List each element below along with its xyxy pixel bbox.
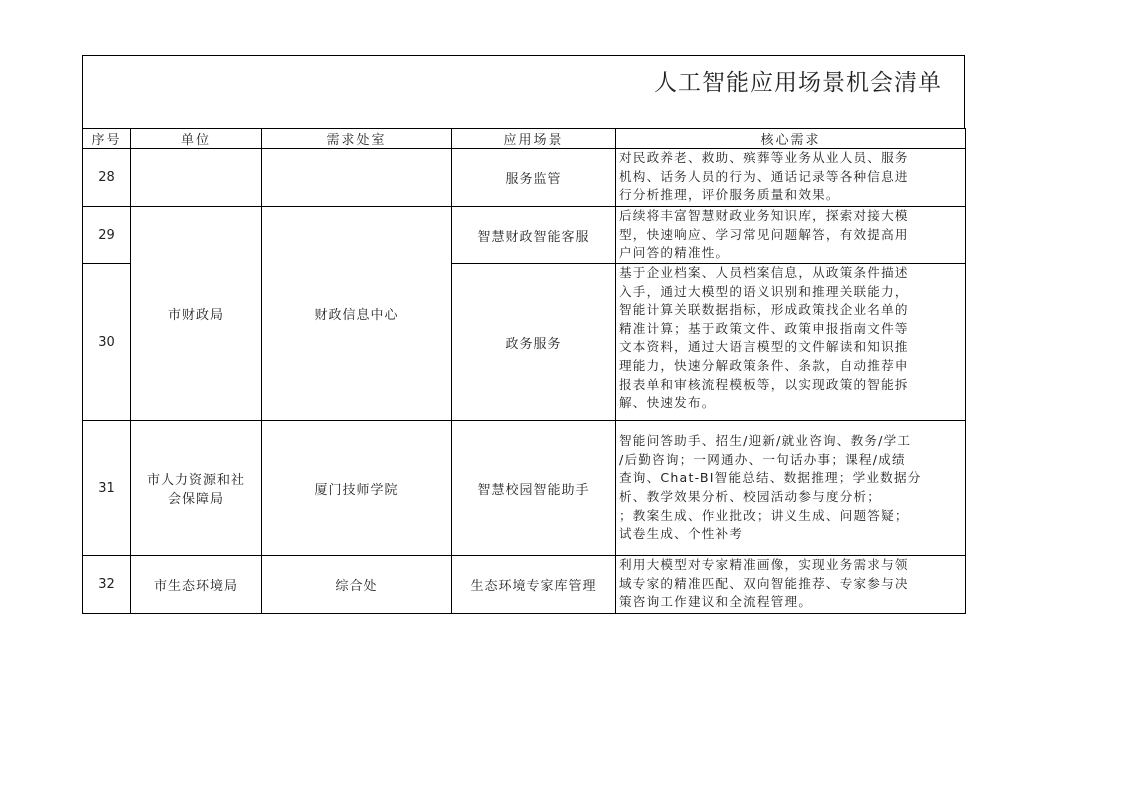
need-line: ；教案生成、作业批改；讲义生成、问题答疑； — [619, 507, 909, 523]
need-line: 户问答的精准性。 — [619, 245, 730, 261]
table-row — [83, 421, 966, 556]
page-title: 人工智能应用场景机会清单 — [654, 70, 942, 96]
dept-cell: 财政信息中心 — [262, 207, 452, 421]
unit-cell — [131, 149, 262, 207]
scene-cell: 政务服务 — [452, 264, 616, 421]
unit-line: 会保障局 — [167, 492, 224, 507]
scene-cell: 智慧财政智能客服 — [452, 207, 616, 264]
seq-cell: 32 — [83, 556, 131, 614]
table-row — [83, 556, 966, 614]
scene-cell: 生态环境专家库管理 — [452, 556, 616, 614]
need-line: 策咨询工作建议和全流程管理。 — [619, 594, 813, 610]
unit-line: 市人力资源和社 — [146, 473, 245, 488]
title-box — [82, 55, 965, 128]
need-line: 行分析推理，评价服务质量和效果。 — [619, 187, 840, 203]
need-line: 查询、Chat-BI智能总结、数据推理；学业数据分 — [619, 470, 922, 486]
need-line: 域专家的精准匹配、双向智能推荐、专家参与决 — [619, 575, 909, 591]
need-line: 后续将丰富智慧财政业务知识库，探索对接大模 — [619, 208, 909, 223]
dept-cell: 厦门技师学院 — [262, 421, 452, 556]
need-line: 对民政养老、救助、殡葬等业务从业人员、服务 — [619, 150, 909, 165]
header-scene: 应用场景 — [452, 129, 616, 149]
scene-cell: 智慧校园智能助手 — [452, 421, 616, 556]
need-cell — [616, 264, 966, 421]
need-line: 理能力，快速分解政策条件、条款，自动推荐申 — [619, 357, 909, 373]
need-line: 基于企业档案、人员档案信息，从政策条件描述 — [619, 265, 909, 280]
unit-cell: 市生态环境局 — [131, 556, 262, 614]
need-line: 入手，通过大模型的语义识别和推理关联能力， — [619, 283, 909, 299]
dept-cell: 综合处 — [262, 556, 452, 614]
need-line: 析、教学效果分析、校园活动参与度分析； — [619, 489, 882, 504]
need-line: 试卷生成、个性补考 — [619, 526, 744, 542]
header-dept: 需求处室 — [262, 129, 452, 149]
need-cell — [616, 207, 966, 264]
need-line: /后勤咨询；一网通办、一句话办事；课程/成绩 — [619, 451, 906, 467]
seq-cell: 31 — [83, 421, 131, 556]
header-seq: 序号 — [83, 129, 131, 149]
need-line: 利用大模型对专家精准画像，实现业务需求与领 — [619, 557, 909, 572]
opportunity-table — [82, 128, 966, 614]
header-unit: 单位 — [131, 129, 262, 149]
sheet — [82, 55, 965, 614]
need-line: 型，快速响应、学习常见问题解答，有效提高用 — [619, 226, 909, 242]
table-header-row — [83, 129, 966, 149]
scene-cell: 服务监管 — [452, 149, 616, 207]
need-cell — [616, 149, 966, 207]
table-row — [83, 149, 966, 207]
seq-cell: 28 — [83, 149, 131, 207]
need-line: 解、快速发布。 — [619, 395, 716, 411]
need-line: 精准计算；基于政策文件、政策申报指南文件等 — [619, 320, 909, 336]
need-cell — [616, 421, 966, 556]
unit-cell: 市财政局 — [131, 207, 262, 421]
table-row — [83, 207, 966, 264]
need-line: 智能计算关联数据指标，形成政策找企业名单的 — [619, 302, 909, 318]
need-line: 报表单和审核流程模板等，以实现政策的智能拆 — [619, 376, 909, 392]
seq-cell: 29 — [83, 207, 131, 264]
dept-cell — [262, 149, 452, 207]
header-need: 核心需求 — [616, 129, 966, 149]
need-line: 文本资料，通过大语言模型的文件解读和知识推 — [619, 339, 909, 355]
seq-cell: 30 — [83, 264, 131, 421]
need-line: 智能问答助手、招生/迎新/就业咨询、教务/学工 — [619, 433, 912, 449]
need-line: 机构、话务人员的行为、通话记录等各种信息进 — [619, 168, 909, 184]
unit-cell — [131, 421, 262, 556]
need-cell — [616, 556, 966, 614]
